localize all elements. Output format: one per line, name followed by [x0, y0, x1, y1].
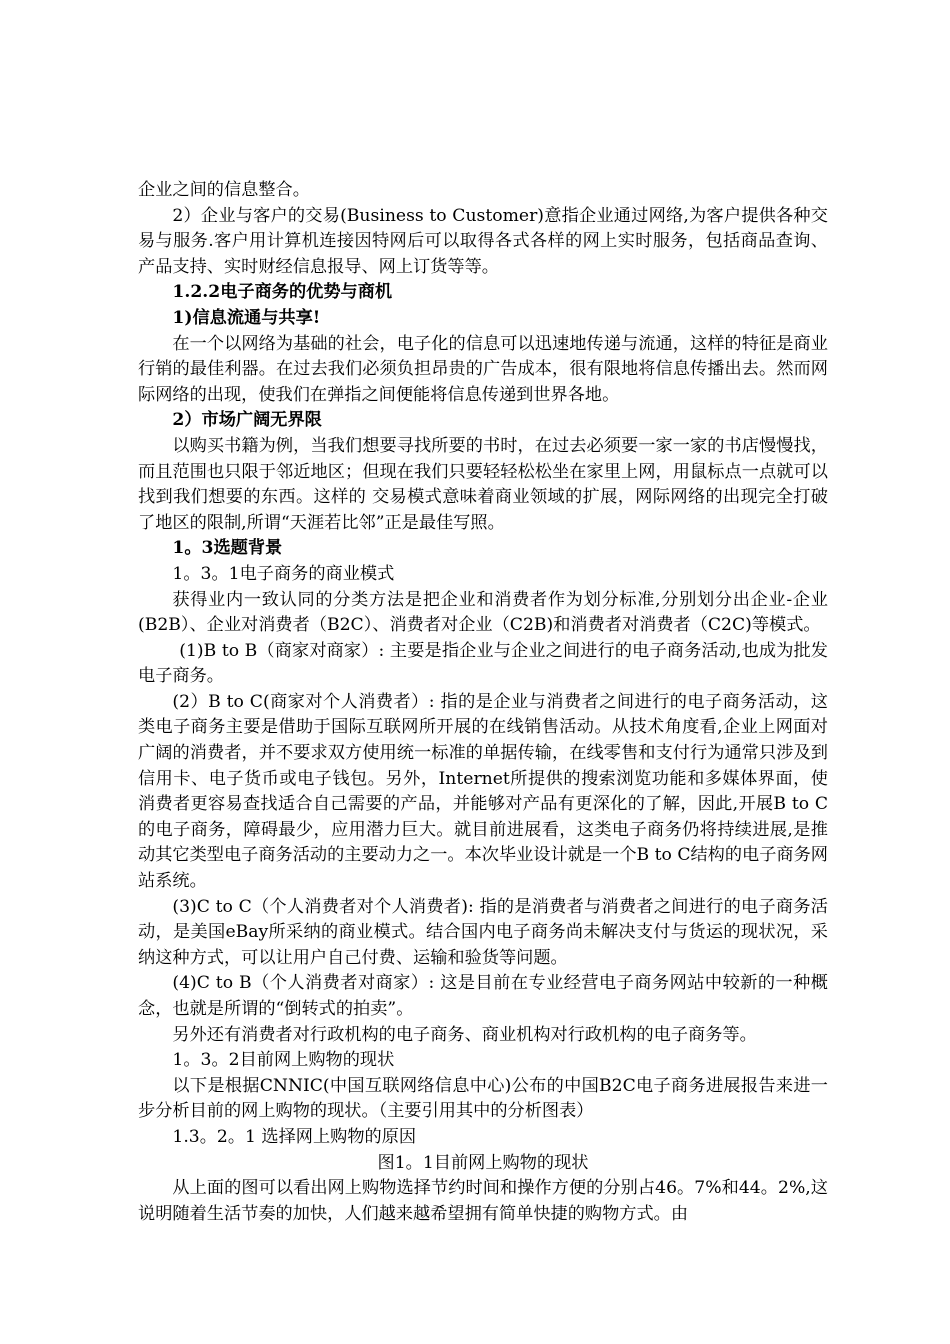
section-heading: 1.2.2电子商务的优势与商机: [172, 282, 393, 303]
figure-caption: 图1。1目前网上购物的现状: [377, 1152, 589, 1173]
paragraph: 2）企业与客户的交易(Business to Customer)意指企业通过网络,为客户提供各种交易与服务.客户用计算机连接因特网后可以取得各式各样的网上实时服务，包括商品查询、产品支持、实时财经信息报导、网上订货等等。: [138, 205, 828, 277]
paragraph: 在一个以网络为基础的社会，电子化的信息可以迅速地传递与流通，这样的特征是商业行销的最佳利器。在过去我们必须负担昂贵的广告成本，很有限地将信息传播出去。然而网际网络的出现，使我们在弹指之间便能将信息传递到世界各地。: [138, 333, 828, 405]
paragraph: (1)B to B（商家对商家）: 主要是指企业与企业之间进行的电子商务活动,也成为批发电子商务。: [138, 640, 828, 687]
subsection-heading: 1.3。2。1 选择网上购物的原因: [172, 1126, 417, 1147]
paragraph: 企业之间的信息整合。: [138, 180, 310, 200]
paragraph: 以购买书籍为例，当我们想要寻找所要的书时，在过去必须要一家一家的书店慢慢找，而且范围也只限于邻近地区；但现在我们只要轻轻松松坐在家里上网，用鼠标点一点就可以找到我们想要的东西。这样的 交易模式意味着商业领域的扩展，网际网络的出现完全打破了地区的限制,所谓“天涯若比邻”正是最佳写照。: [138, 435, 828, 533]
subsection-heading: 1)信息流通与共享!: [172, 307, 321, 328]
paragraph: 从上面的图可以看出网上购物选择节约时间和操作方便的分别占46。7%和44。2%,这说明随着生活节奏的加快，人们越来越希望拥有简单快捷的购物方式。由: [138, 1178, 828, 1224]
paragraph: 以下是根据CNNIC(中国互联网络信息中心)公布的中国B2C电子商务进展报告来进一步分析目前的网上购物的现状。（主要引用其中的分析图表）: [138, 1075, 828, 1122]
subsection-heading: 2）市场广阔无界限: [172, 410, 322, 431]
subsection-heading: 1。3。1电子商务的商业模式: [172, 563, 395, 584]
paragraph: 获得业内一致认同的分类方法是把企业和消费者作为划分标准,分别划分出企业-企业(B2B）、企业对消费者（B2C）、消费者对企业（C2B)和消费者对消费者（C2C)等模式。: [138, 589, 828, 636]
section-heading: 1。3选题背景: [172, 538, 283, 559]
paragraph: (4)C to B（个人消费者对商家）: 这是目前在专业经营电子商务网站中较新的一种概念，也就是所谓的“倒转式的拍卖”。: [138, 973, 828, 1019]
paragraph: 另外还有消费者对行政机构的电子商务、商业机构对行政机构的电子商务等。: [172, 1024, 757, 1045]
paragraph: (3)C to C（个人消费者对个人消费者): 指的是消费者与消费者之间进行的电子商务活动，是美国eBay所采纳的商业模式。结合国内电子商务尚未解决支付与货运的现状况，采纳这种方式，可以让用户自己付费、运输和验货等问题。: [138, 896, 828, 968]
document-page: [138, 178, 828, 1227]
subsection-heading: 1。3。2目前网上购物的现状: [172, 1050, 395, 1071]
paragraph: (2）B to C(商家对个人消费者）: 指的是企业与消费者之间进行的电子商务活动，这类电子商务主要是借助于国际互联网所开展的在线销售活动。从技术角度看,企业上网面对广阔的消费者，并不要求双方使用统一标准的单据传输，在线零售和支付行为通常只涉及到信用卡、电子货币或电子钱包。另外，Internet所提供的搜索浏览功能和多媒体界面，使消费者更容易查找适合自己需要的产品，并能够对产品有更深化的了解，因此,开展B to C的电子商务，障碍最少，应用潜力巨大。就目前进展看，这类电子商务仍将持续进展,是推动其它类型电子商务活动的主要动力之一。本次毕业设计就是一个B to C结构的电子商务网站系统。: [138, 691, 828, 892]
